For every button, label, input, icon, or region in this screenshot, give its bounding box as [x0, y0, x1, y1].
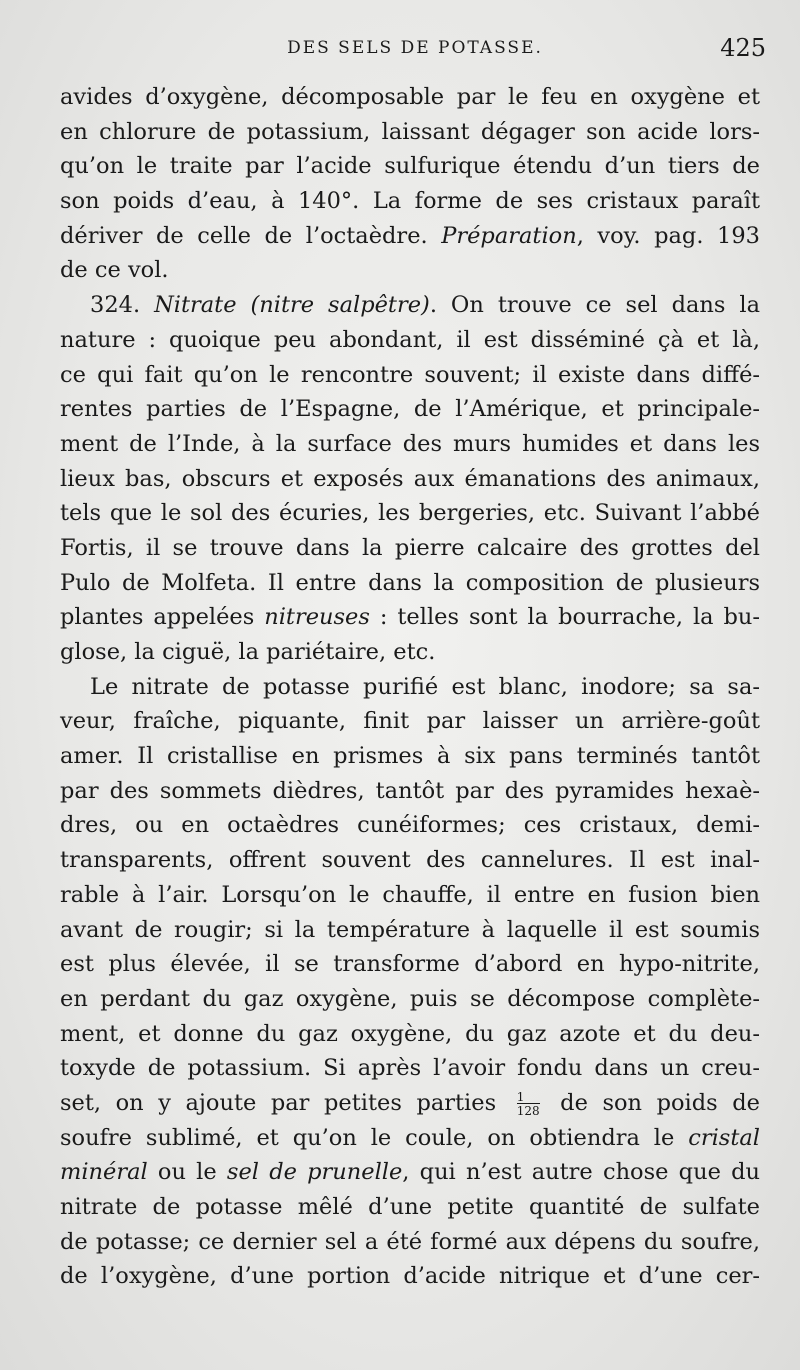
- text-segment: tels que le sol des écuries, les bergeries, etc. Suivant l’abbé: [60, 500, 760, 527]
- text-segment: de l’oxygène, d’une portion d’acide nitrique et d’une cer-: [60, 1263, 760, 1290]
- text-segment: , voy. pag. 193: [576, 222, 760, 249]
- text-line: [60, 323, 760, 358]
- text-line: [60, 808, 760, 843]
- page-header: [60, 34, 770, 70]
- text-line: [60, 1259, 760, 1294]
- text-line: [60, 1190, 760, 1225]
- text-line: [60, 1017, 760, 1052]
- text-line: [60, 1225, 760, 1260]
- text-segment: avides d’oxygène, décomposable par le feu en oxygène et: [60, 84, 760, 110]
- text-line: [60, 392, 760, 427]
- text-segment: amer. Il cristallise en prismes à six pans terminés tantôt: [60, 743, 760, 770]
- text-line: [60, 982, 760, 1017]
- running-title: DES SELS DE POTASSE.: [287, 38, 543, 58]
- text-line: [60, 115, 760, 150]
- text-segment: de son poids de: [545, 1089, 760, 1116]
- fraction-numerator: 1: [516, 1089, 525, 1104]
- text-line: [60, 774, 760, 809]
- italic-text: Préparation: [441, 222, 577, 249]
- text-line: [60, 947, 760, 982]
- text-line: [60, 878, 760, 913]
- text-segment: ment, et donne du gaz oxygène, du gaz azote et du deu-: [60, 1020, 760, 1047]
- text-line: [60, 149, 760, 184]
- text-segment: transparents, offrent souvent des cannelures. Il est inal-: [60, 847, 760, 874]
- text-line: [60, 843, 760, 878]
- italic-text: minéral: [60, 1159, 148, 1186]
- text-line: [60, 288, 760, 323]
- text-line: [60, 253, 760, 288]
- text-segment: de ce vol.: [60, 257, 169, 284]
- text-segment: ment de l’Inde, à la surface des murs humides et dans les: [60, 430, 760, 457]
- text-line: [60, 184, 760, 219]
- text-line: [60, 427, 760, 462]
- text-segment: nature : quoique peu abondant, il est disséminé çà et là,: [60, 326, 760, 353]
- italic-text: nitreuses: [264, 604, 370, 631]
- text-line: [60, 635, 760, 670]
- page-number: 425: [720, 34, 766, 62]
- text-line: [60, 739, 760, 774]
- text-line: [60, 1051, 760, 1086]
- text-segment: , qui n’est autre chose que du: [402, 1159, 760, 1186]
- text-line: [60, 704, 760, 739]
- fraction: [517, 1091, 540, 1117]
- text-segment: Fortis, il se trouve dans la pierre calcaire des grottes del: [60, 534, 760, 561]
- text-segment: set, on y ajoute par petites parties: [60, 1089, 511, 1116]
- body-text: [60, 80, 760, 1294]
- text-line: [60, 1086, 760, 1121]
- text-segment: dériver de celle de l’octaèdre.: [60, 222, 442, 249]
- text-segment: . On trouve ce sel dans la: [429, 292, 761, 319]
- text-line: [60, 219, 760, 254]
- text-segment: est plus élevée, il se transforme d’abord en hypo-nitrite,: [60, 951, 760, 978]
- text-segment: Le nitrate de potasse purifié est blanc, inodore; sa sa-: [90, 673, 760, 700]
- text-segment: dres, ou en octaèdres cunéiformes; ces cristaux, demi-: [60, 812, 760, 839]
- text-segment: par des sommets dièdres, tantôt par des pyramides hexaè-: [60, 777, 760, 804]
- text-line: [60, 566, 760, 601]
- text-line: [60, 462, 760, 497]
- text-segment: rentes parties de l’Espagne, de l’Amérique, et principale-: [60, 396, 760, 423]
- text-line: [60, 80, 760, 115]
- text-segment: avant de rougir; si la température à laquelle il est soumis: [60, 916, 760, 943]
- text-segment: 324.: [90, 292, 155, 319]
- italic-text: sel de prunelle: [226, 1159, 403, 1186]
- text-line: [60, 358, 760, 393]
- text-line: [60, 670, 760, 705]
- italic-text: Nitrate (nitre salpêtre): [154, 292, 430, 319]
- text-segment: rable à l’air. Lorsqu’on le chauffe, il entre en fusion bien: [60, 881, 760, 908]
- italic-text: cristal: [688, 1124, 760, 1151]
- text-segment: qu’on le traite par l’acide sulfurique étendu d’un tiers de: [60, 153, 760, 180]
- text-segment: : telles sont la bourrache, la bu-: [369, 604, 761, 631]
- text-segment: nitrate de potasse mêlé d’une petite quantité de sulfate: [60, 1194, 760, 1220]
- text-segment: ou le: [147, 1159, 227, 1186]
- fraction-denominator: 128: [516, 1103, 540, 1118]
- text-segment: son poids d’eau, à 140°. La forme de ses cristaux paraît: [60, 188, 760, 215]
- text-segment: plantes appelées: [60, 604, 265, 631]
- text-segment: en chlorure de potassium, laissant dégager son acide lors-: [60, 118, 760, 145]
- text-segment: de potasse; ce dernier sel a été formé aux dépens du soufre,: [60, 1228, 760, 1255]
- text-segment: en perdant du gaz oxygène, puis se décompose complète-: [60, 985, 760, 1012]
- text-segment: veur, fraîche, piquante, finit par laisser un arrière-goût: [60, 708, 760, 735]
- text-line: [60, 531, 760, 566]
- text-segment: soufre sublimé, et qu’on le coule, on obtiendra le: [60, 1124, 689, 1151]
- text-segment: Pulo de Molfeta. Il entre dans la composition de plusieurs: [60, 569, 760, 596]
- text-line: [60, 913, 760, 948]
- text-segment: toxyde de potassium. Si après l’avoir fondu dans un creu-: [60, 1055, 760, 1082]
- text-line: [60, 1155, 760, 1190]
- text-line: [60, 600, 760, 635]
- text-segment: lieux bas, obscurs et exposés aux émanations des animaux,: [60, 465, 760, 492]
- text-segment: ce qui fait qu’on le rencontre souvent; il existe dans diffé-: [60, 361, 760, 388]
- text-segment: glose, la ciguë, la pariétaire, etc.: [60, 639, 436, 665]
- text-line: [60, 496, 760, 531]
- text-line: [60, 1121, 760, 1156]
